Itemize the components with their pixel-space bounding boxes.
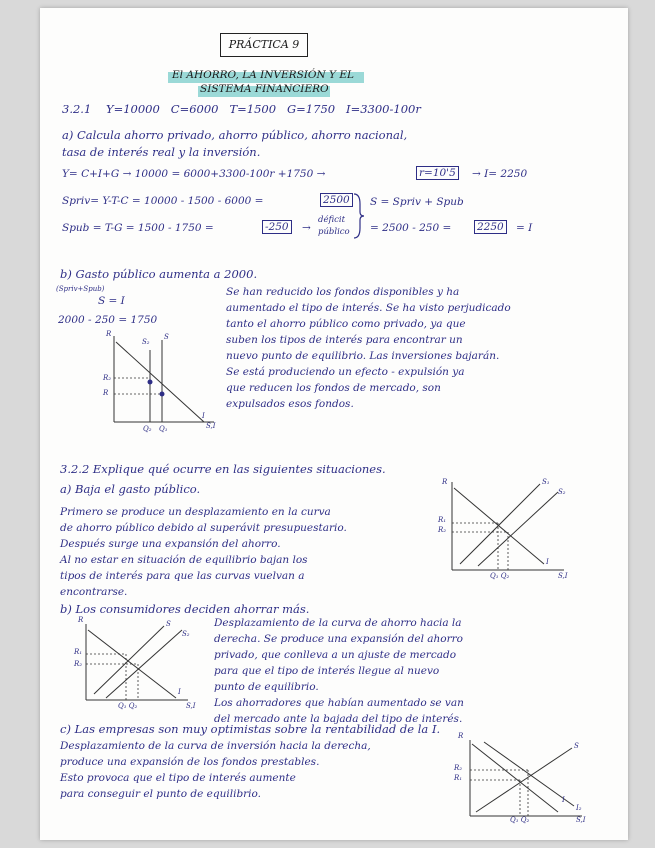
exercise-number: 3.2.1 bbox=[62, 102, 92, 116]
page-title: PRÁCTICA 9 bbox=[220, 33, 308, 57]
g1-r1: R bbox=[103, 389, 109, 397]
brace bbox=[352, 192, 364, 240]
note-spriv-spub: (Spriv+Spub) bbox=[56, 285, 105, 293]
b-calc: 2000 - 250 = 1750 bbox=[58, 314, 158, 326]
a-title: a) Baja el gasto público. bbox=[60, 482, 201, 496]
g1-q1: Q₁ bbox=[159, 425, 168, 433]
c-text-3: para conseguir el punto de equilibrio. bbox=[60, 788, 262, 800]
bb-text-3: para que el tipo de interés llegue al nuevo bbox=[214, 665, 440, 677]
spriv-result: 2500 bbox=[320, 193, 353, 207]
b-text-5: Se está produciendo un efecto - expulsión ya bbox=[226, 366, 465, 378]
gc-axis-r: R bbox=[458, 732, 464, 740]
c-text-0: Desplazamiento de la curva de inversión hacia la derecha, bbox=[60, 740, 371, 752]
question-a-cont: tasa de interés real y la inversión. bbox=[62, 145, 261, 159]
b-text-0: Se han reducido los fondos disponibles y ha bbox=[226, 286, 460, 298]
c-title: c) Las empresas son muy optimistas sobre la rentabilidad de la I. bbox=[60, 722, 441, 736]
exercise-data: Y=10000 C=6000 T=1500 G=1750 I=3300-100r bbox=[106, 102, 421, 116]
gb-r1: R₁ bbox=[74, 648, 83, 656]
b-text-1: aumentado el tipo de interés. Se ha visto perjudicado bbox=[226, 302, 511, 314]
s-equals-i: S = I bbox=[98, 295, 125, 307]
question-a: a) Calcula ahorro privado, ahorro público, ahorro nacional, bbox=[62, 128, 408, 142]
ga-s1: S₁ bbox=[542, 478, 550, 486]
g1-i: I bbox=[202, 412, 205, 420]
equation-y: Y= C+I+G → 10000 = 6000+3300-100r +1750 → bbox=[62, 168, 326, 180]
g1-r2: R₂ bbox=[103, 374, 112, 382]
g1-axis-x: S,I bbox=[206, 422, 216, 430]
bb-text-5: Los ahorradores que habían aumentado se van bbox=[214, 697, 464, 709]
arrow: → bbox=[302, 222, 311, 234]
gb-s: S bbox=[166, 620, 171, 628]
g1-s: S bbox=[164, 333, 169, 341]
a-text-2: Después surge una expansión del ahorro. bbox=[60, 538, 281, 550]
ga-i: I bbox=[546, 558, 549, 566]
bb-text-6: del mercado ante la bajada del tipo de interés. bbox=[214, 713, 463, 725]
gc-i2: I₂ bbox=[576, 804, 582, 812]
g1-q2: Q₂ bbox=[143, 425, 152, 433]
gc-axis-x: S,I bbox=[576, 816, 586, 824]
notebook-page bbox=[40, 8, 628, 840]
deficit-label: déficit bbox=[318, 215, 346, 225]
gc-q: Q₁ Q₂ bbox=[510, 816, 530, 824]
equation-spub: Spub = T-G = 1500 - 1750 = bbox=[62, 222, 214, 234]
gc-s: S bbox=[574, 742, 579, 750]
question-322: 3.2.2 Explique qué ocurre en las siguientes situaciones. bbox=[60, 462, 386, 476]
gb-axis-r: R bbox=[78, 616, 84, 624]
gb-r2: R₂ bbox=[74, 660, 83, 668]
r-result: r=10'5 bbox=[416, 166, 459, 180]
b-title: b) Los consumidores deciden ahorrar más. bbox=[60, 602, 310, 616]
ga-s2: S₂ bbox=[558, 488, 566, 496]
c-text-1: produce una expansión de los fondos prestables. bbox=[60, 756, 320, 768]
gb-s2: S₂ bbox=[182, 630, 190, 638]
b-text-4: nuevo punto de equilibrio. Las inversiones bajarán. bbox=[226, 350, 500, 362]
question-b: b) Gasto público aumenta a 2000. bbox=[60, 267, 258, 281]
equation-i: → I= 2250 bbox=[472, 168, 528, 180]
a-text-3: Al no estar en situación de equilibrio bajan los bbox=[60, 554, 308, 566]
b-text-7: expulsados esos fondos. bbox=[226, 398, 354, 410]
subtitle-line-1: El AHORRO, LA INVERSIÓN Y EL bbox=[172, 69, 354, 81]
a-text-0: Primero se produce un desplazamiento en la curva bbox=[60, 506, 331, 518]
bb-text-2: privado, que conlleva a un ajuste de mercado bbox=[214, 649, 457, 661]
gb-q: Q₁ Q₂ bbox=[118, 702, 138, 710]
ga-r2: R₂ bbox=[438, 526, 447, 534]
subtitle-line-2: SISTEMA FINANCIERO bbox=[200, 83, 329, 95]
equation-s-end: = I bbox=[516, 222, 533, 234]
a-text-4: tipos de interés para que las curvas vuelvan a bbox=[60, 570, 305, 582]
a-text-5: encontrarse. bbox=[60, 586, 128, 598]
ga-r1: R₁ bbox=[438, 516, 447, 524]
g1-s2: S₂ bbox=[142, 338, 150, 346]
b-text-3: suben los tipos de interés para encontrar un bbox=[226, 334, 463, 346]
bb-text-4: punto de equilibrio. bbox=[214, 681, 319, 693]
gc-r1: R₁ bbox=[454, 774, 463, 782]
spub-result: -250 bbox=[262, 220, 292, 234]
ga-q: Q₁ Q₂ bbox=[490, 572, 510, 580]
b-text-2: tanto el ahorro público como privado, ya que bbox=[226, 318, 466, 330]
bb-text-0: Desplazamiento de la curva de ahorro hacia la bbox=[214, 617, 462, 629]
gc-i: I bbox=[562, 796, 565, 804]
deficit-label-2: público bbox=[318, 227, 350, 237]
gc-r2: R₂ bbox=[454, 764, 463, 772]
equation-spriv: Spriv= Y-T-C = 10000 - 1500 - 6000 = bbox=[62, 195, 264, 207]
c-text-2: Esto provoca que el tipo de interés aumente bbox=[60, 772, 296, 784]
ga-axis-x: S,I bbox=[558, 572, 568, 580]
equation-s: S = Spriv + Spub bbox=[370, 196, 464, 208]
ga-axis-r: R bbox=[442, 478, 448, 486]
b-text-6: que reducen los fondos de mercado, son bbox=[226, 382, 441, 394]
gb-i: I bbox=[178, 688, 181, 696]
a-text-1: de ahorro público debido al superávit presupuestario. bbox=[60, 522, 347, 534]
bb-text-1: derecha. Se produce una expansión del ahorro bbox=[214, 633, 463, 645]
equation-s-calc: = 2500 - 250 = bbox=[370, 222, 452, 234]
s-result: 2250 bbox=[474, 220, 507, 234]
gb-axis-x: S,I bbox=[186, 702, 196, 710]
g1-axis-r: R bbox=[106, 330, 112, 338]
